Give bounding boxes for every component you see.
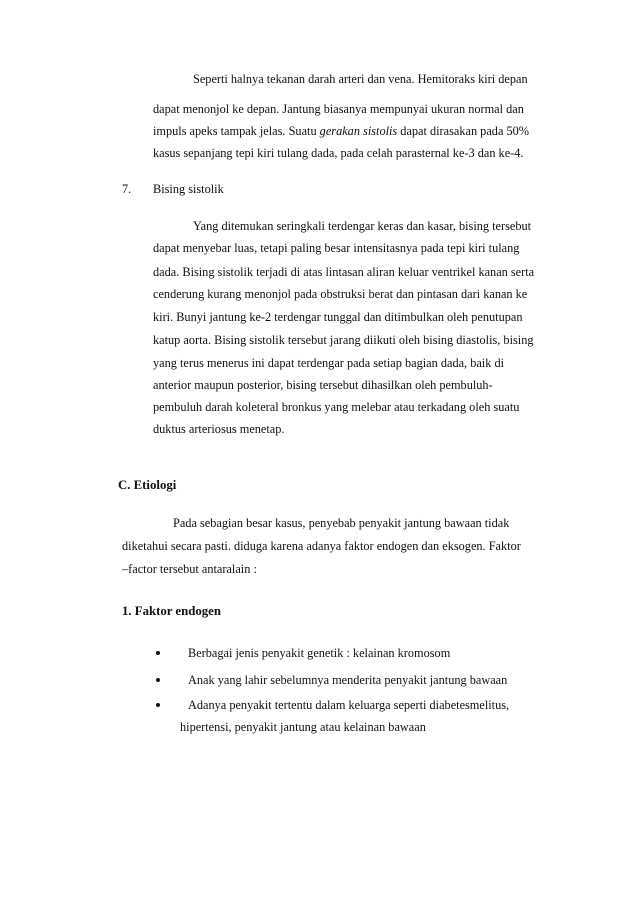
paragraph-line: katup aorta. Bising sistolik tersebut jarang diikuti oleh bising diastolis, bising [153,333,534,347]
list-number: 7. [122,182,132,196]
paragraph-line: cenderung kurang menonjol pada obstruksi berat dan pintasan dari kanan ke [153,287,528,301]
paragraph-line: dapat menyebar luas, tetapi paling besar intensitasnya pada tepi kiri tulang [153,241,520,255]
paragraph-line: –factor tersebut antaralain : [122,562,257,576]
paragraph-line: diketahui secara pasti. diduga karena adanya faktor endogen dan eksogen. Faktor [122,539,521,553]
paragraph-line: pembuluh darah koleteral bronkus yang melebar atau terkadang oleh suatu [153,400,520,414]
paragraph-line: anterior maupun posterior, bising tersebut dihasilkan oleh pembuluh- [153,378,493,392]
paragraph-line [153,125,529,141]
paragraph-line: dapat menonjol ke depan. Jantung biasanya mempunyai ukuran normal dan [153,102,524,116]
paragraph-line: kiri. Bunyi jantung ke-2 terdengar tunggal dan ditimbulkan oleh penutupan [153,310,523,324]
paragraph-line: Pada sebagian besar kasus, penyebab penyakit jantung bawaan tidak [173,516,510,530]
bullet-item: Adanya penyakit tertentu dalam keluarga seperti diabetesmelitus, [188,698,510,712]
paragraph-line: Seperti halnya tekanan darah arteri dan vena. Hemitoraks kiri depan [193,72,528,86]
bullet-icon [156,703,160,707]
bullet-item: Anak yang lahir sebelumnya menderita penyakit jantung bawaan [188,673,508,687]
paragraph-line: dada. Bising sistolik terjadi di atas lintasan aliran keluar ventrikel kanan serta [153,265,535,279]
bullet-continuation: hipertensi, penyakit jantung atau kelainan bawaan [180,720,426,734]
bullet-item: Berbagai jenis penyakit genetik : kelainan kromosom [188,646,451,660]
section-heading: C. Etiologi [118,478,177,492]
text-run: impuls apeks tampak jelas. Suatu [153,124,320,138]
paragraph-line: Yang ditemukan seringkali terdengar keras dan kasar, bising tersebut [193,219,532,233]
bullet-icon [156,678,160,682]
subsection-heading: 1. Faktor endogen [122,604,221,618]
list-item-title: Bising sistolik [153,182,224,196]
italic-term: gerakan sistolis [319,124,398,138]
paragraph-line: duktus arteriosus menetap. [153,422,285,436]
paragraph-line: kasus sepanjang tepi kiri tulang dada, pada celah parasternal ke-3 dan ke-4. [153,146,524,160]
text-run: dapat dirasakan pada 50% [397,124,530,138]
paragraph-line: yang terus menerus ini dapat terdengar pada setiap bagian dada, baik di [153,356,505,370]
bullet-icon [156,651,160,655]
